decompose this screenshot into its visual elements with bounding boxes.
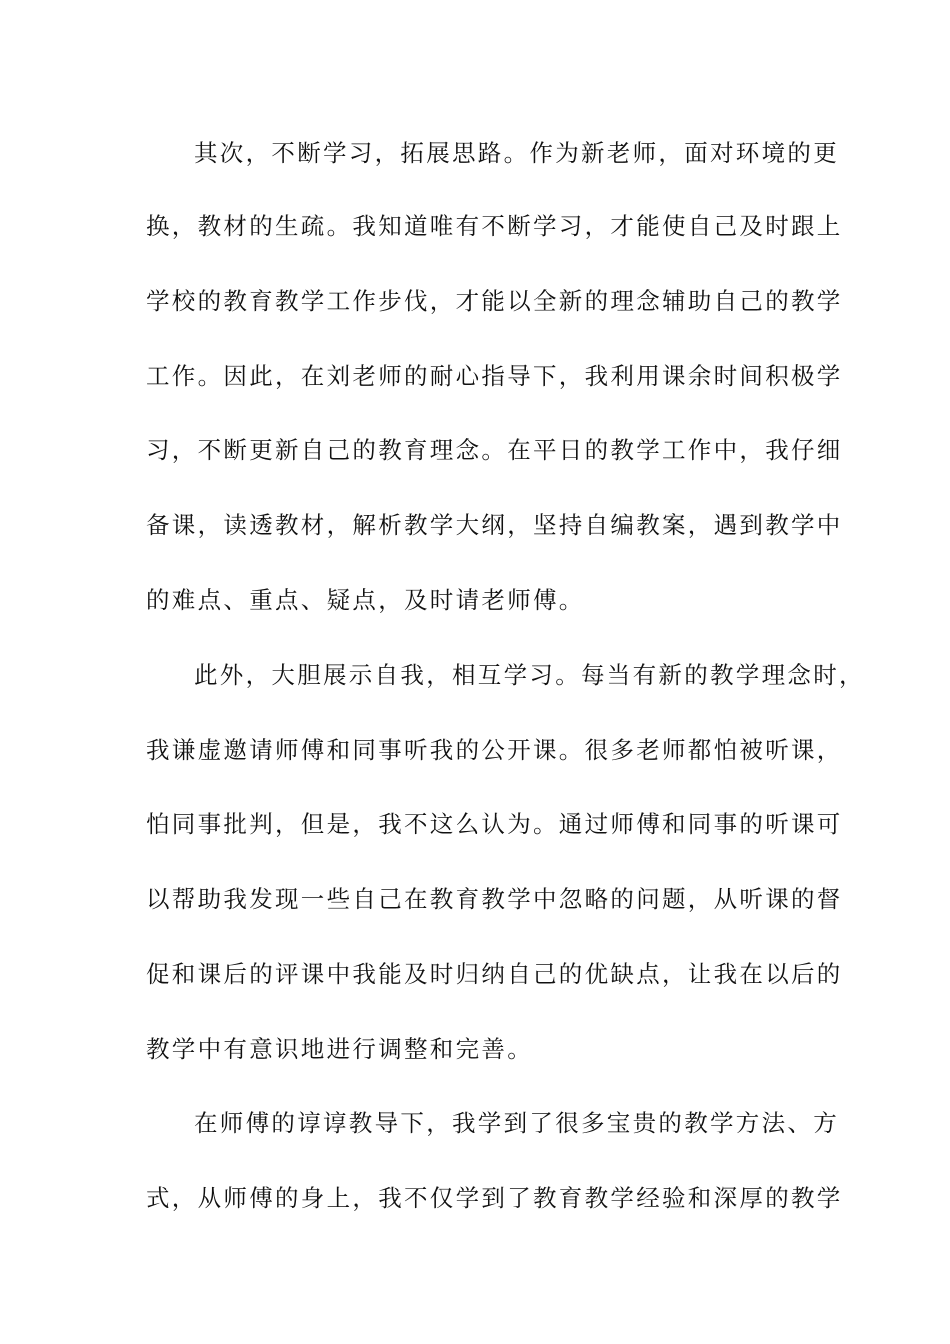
paragraph-1-line-4: 工作。因此，在刘老师的耐心指导下，我利用课余时间积极学 (146, 362, 843, 390)
paragraph-3-line-2: 式，从师傅的身上，我不仅学到了教育教学经验和深厚的教学 (146, 1184, 843, 1212)
paragraph-2-line-3: 怕同事批判，但是，我不这么认为。通过师傅和同事的听课可 (146, 810, 843, 838)
paragraph-1-line-5: 习，不断更新自己的教育理念。在平日的教学工作中，我仔细 (146, 436, 843, 464)
paragraph-2-line-6: 教学中有意识地进行调整和完善。 (146, 1035, 533, 1063)
paragraph-2-line-4: 以帮助我发现一些自己在教育教学中忽略的问题，从听课的督 (146, 885, 843, 913)
paragraph-2-line-5: 促和课后的评课中我能及时归纳自己的优缺点，让我在以后的 (146, 960, 843, 988)
paragraph-1-line-1: 其次，不断学习，拓展思路。作为新老师，面对环境的更 (194, 139, 839, 167)
paragraph-1-line-7: 的难点、重点、疑点，及时请老师傅。 (146, 586, 585, 614)
paragraph-2-line-2: 我谦虚邀请师傅和同事听我的公开课。很多老师都怕被听课， (146, 736, 843, 764)
paragraph-2-line-1: 此外，大胆展示自我，相互学习。每当有新的教学理念时， (194, 661, 865, 689)
paragraph-3-line-1: 在师傅的谆谆教导下，我学到了很多宝贵的教学方法、方 (194, 1109, 839, 1137)
paragraph-1-line-6: 备课，读透教材，解析教学大纲，坚持自编教案，遇到教学中 (146, 511, 843, 539)
paragraph-1-line-2: 换，教材的生疏。我知道唯有不断学习，才能使自己及时跟上 (146, 212, 843, 240)
paragraph-1-line-3: 学校的教育教学工作步伐，才能以全新的理念辅助自己的教学 (146, 287, 843, 315)
